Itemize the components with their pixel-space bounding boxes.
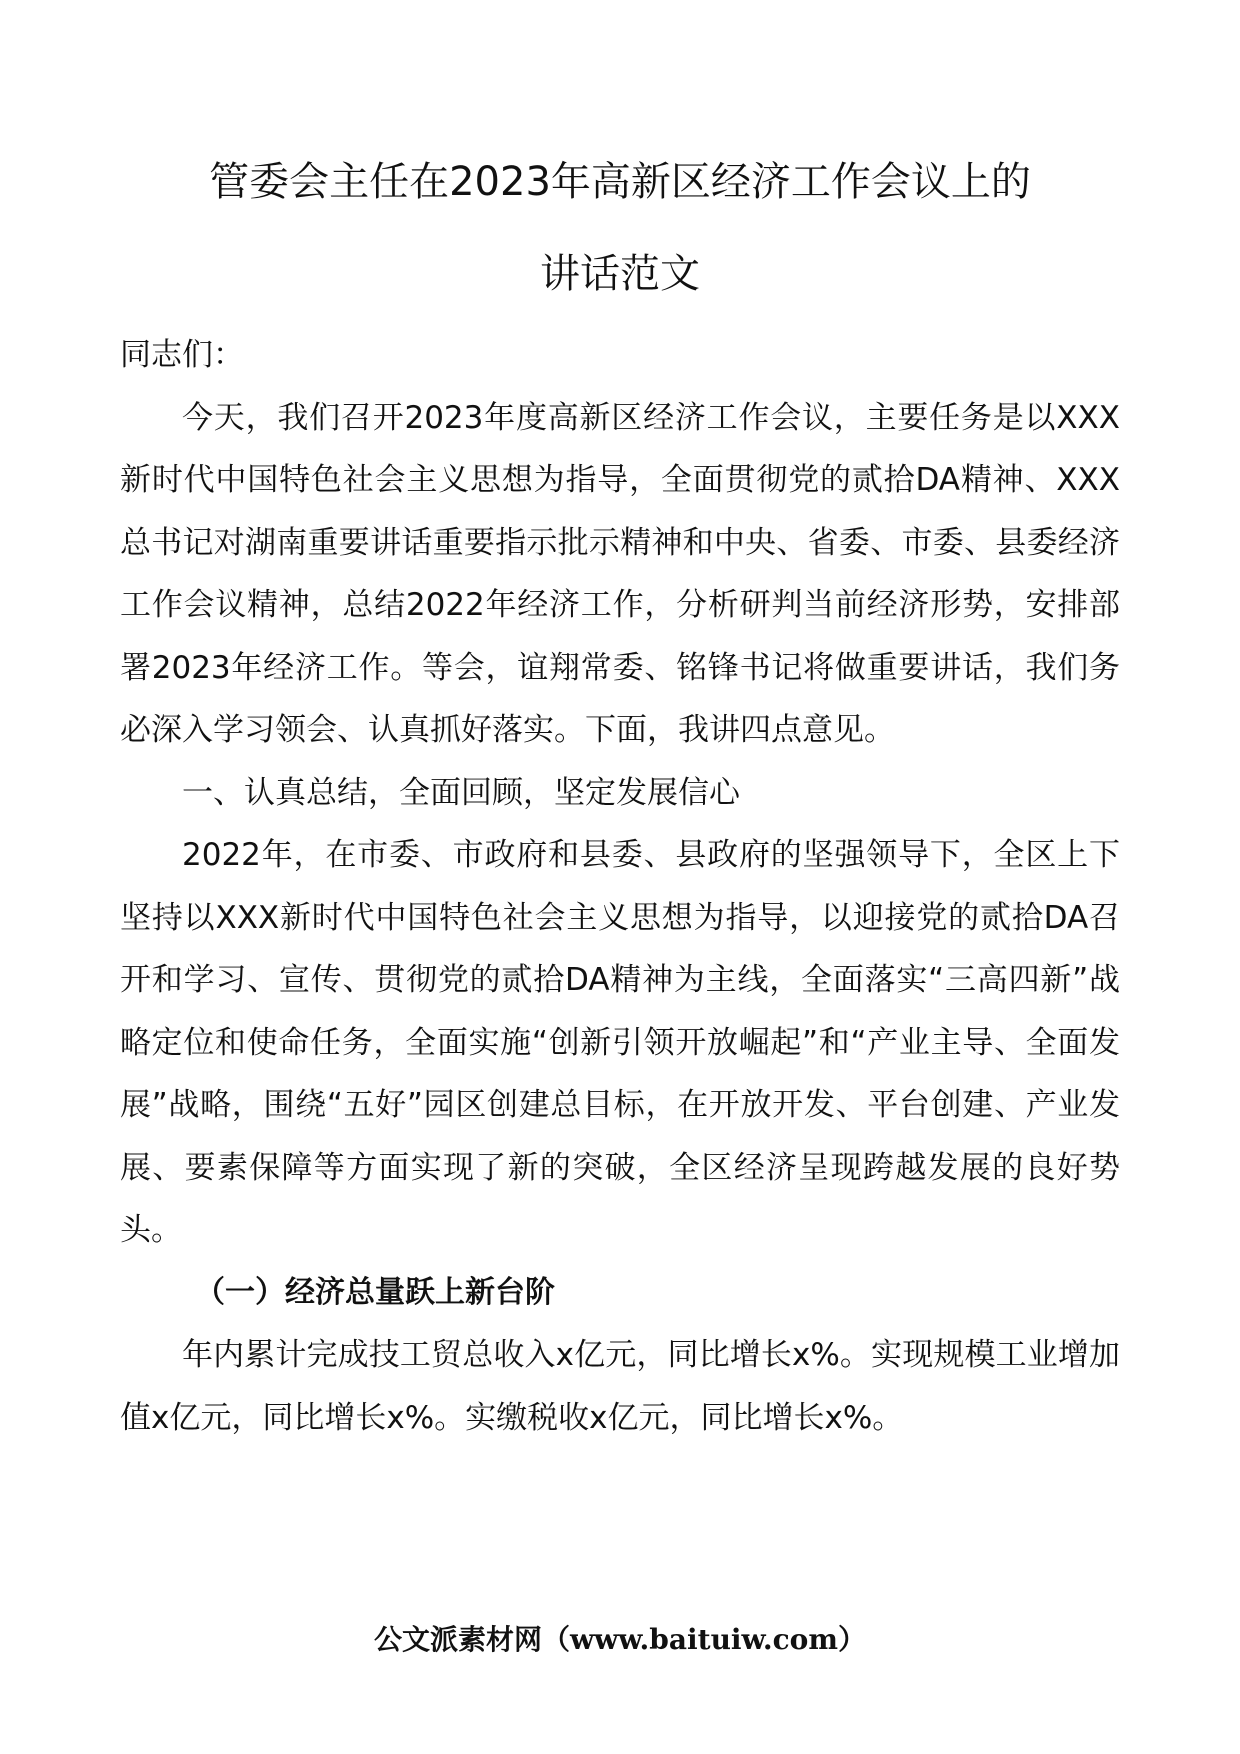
salutation: 同志们： xyxy=(120,337,244,373)
paragraph-economy: 年内累计完成技工贸总收入x亿元，同比增长x%。实现规模工业增加值x亿元，同比增长x%。实缴税收x亿元，同比增长x%。 xyxy=(120,1337,1120,1436)
document-title-line-1: 管委会主任在2023年高新区经济工作会议上的 xyxy=(209,159,1031,205)
document-body xyxy=(120,324,1120,1449)
section-heading-1: 一、认真总结，全面回顾，坚定发展信心 xyxy=(182,774,740,811)
footer-watermark: 公文派素材网（www.baituiw.com） xyxy=(374,1623,866,1656)
paragraph-intro: 今天，我们召开2023年度高新区经济工作会议，主要任务是以XXX新时代中国特色社会主义思想为指导，全面贯彻党的贰拾DA精神、XXX总书记对湖南重要讲话重要指示批示精神和中央、省委、市委、县委经济工作会议精神，总结2022年经济工作，分析研判当前经济形势，安排部署2023年经济工作。等会，谊翔常委、铭锋书记将做重要讲话，我们务必深入学习领会、认真抓好落实。下面，我讲四点意见。 xyxy=(120,399,1120,748)
document-title-line-2: 讲话范文 xyxy=(540,251,700,297)
subheading-1: （一）经济总量跃上新台阶 xyxy=(195,1274,555,1310)
paragraph-review: 2022年，在市委、市政府和县委、县政府的坚强领导下，全区上下坚持以XXX新时代中国特色社会主义思想为指导，以迎接党的贰拾DA召开和学习、宣传、贯彻党的贰拾DA精神为主线，全面落实“三高四新”战略定位和使命任务，全面实施“创新引领开放崛起”和“产业主导、全面发展”战略，围绕“五好”园区创建总目标，在开放开发、平台创建、产业发展、要素保障等方面实现了新的突破，全区经济呈现跨越发展的良好势头。 xyxy=(120,837,1120,1248)
